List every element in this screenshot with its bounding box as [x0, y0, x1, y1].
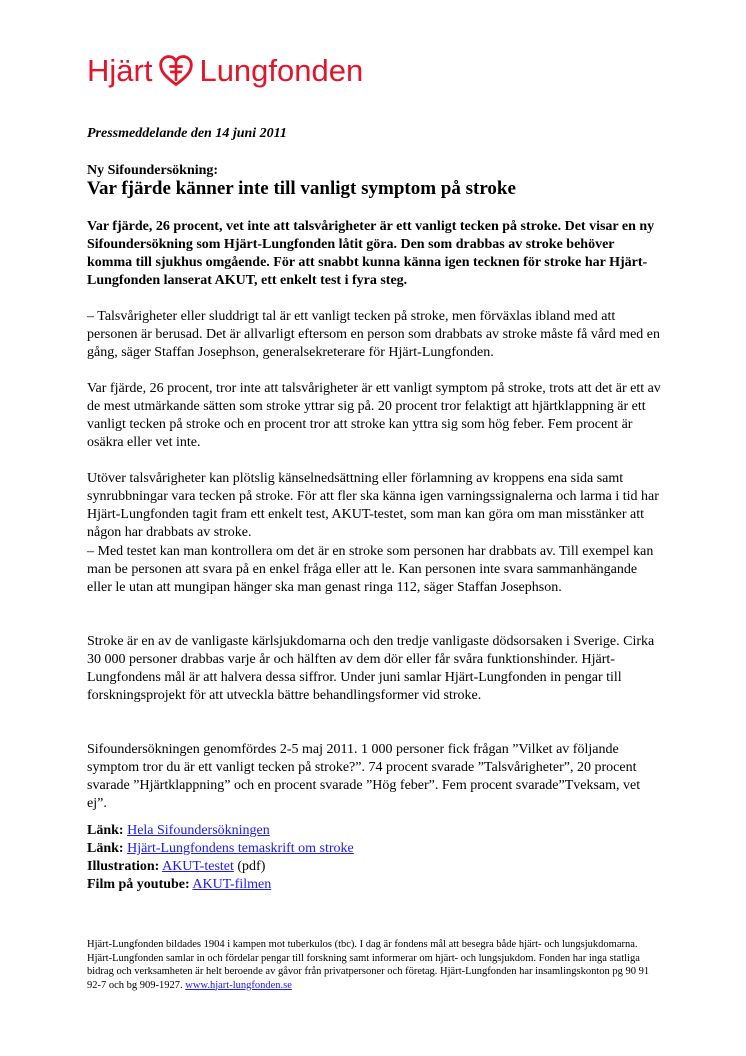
link-row [87, 876, 662, 894]
body-paragraph-4: – Med testet kan man kontrollera om det är en stroke som personen har drabbats av. Till exempel kan man be personen att svara på en enkel fråga eller att le. Kan personen inte svara sammanhängande eller le utan att mungipan hänger ska man genast ringa 112, säger Staffan Josephson. [87, 544, 654, 595]
logo-left-word: Hjärt [87, 53, 153, 88]
link-list [87, 822, 662, 894]
heart-cross-icon [158, 53, 194, 89]
footer [87, 938, 662, 992]
survey-link[interactable]: Hela Sifoundersökningen [127, 823, 270, 838]
website-link[interactable]: www.hjart-lungfonden.se [185, 979, 292, 991]
stroke-brochure-link[interactable]: Hjärt-Lungfondens temaskrift om stroke [127, 841, 354, 856]
akut-test-link[interactable]: AKUT-testet [162, 859, 234, 874]
link-label: Illustration: [87, 859, 160, 874]
brand-logo [87, 50, 363, 92]
link-row [87, 858, 662, 876]
footer-text: Hjärt-Lungfonden bildades 1904 i kampen mot tuberkulos (tbc). I dag är fondens mål att besegra både hjärt- och lungsjukdomarna. Hjärt-Lungfonden samlar in och fördelar pengar till forskning samt informerar om hjärt- och lungsjukdom. Fonden har inga statliga bidrag och verksamheten är helt beroende av gåvor från privatpersoner och företag. Hjärt-Lungfonden har insamlingskonton pg 90 91 92-7 och bg 909-1927. [87, 939, 650, 991]
link-row [87, 822, 662, 840]
body-paragraph-2: Var fjärde, 26 procent, tror inte att talsvårigheter är ett vanligt symptom på stroke, trots att det är ett av de mest utmärkande sätten som stroke yttrar sig på. 20 procent tror felaktigt att hjärtklappning är ett vanligt tecken på stroke och en procent tror att stroke kan yttra sig som hög feber. Fem procent är osäkra eller vet inte. [87, 381, 661, 450]
link-label: Film på youtube: [87, 877, 190, 892]
link-label: Länk: [87, 823, 124, 838]
link-suffix: (pdf) [233, 859, 266, 874]
logo-right-word: Lungfonden [199, 53, 364, 88]
link-row [87, 840, 662, 858]
lead-paragraph: Var fjärde, 26 procent, vet inte att talsvårigheter är ett vanligt tecken på stroke. Det visar en ny Sifoundersökning som Hjärt-Lungfonden låtit göra. Den som drabbas av stroke behöver komma till sjukhus omgående. För att snabbt kunna känna igen tecknen för stroke har Hjärt-Lungfonden lanserat AKUT, ett enkelt test i fyra steg. [87, 219, 655, 288]
body-paragraph-6: Sifoundersökningen genomfördes 2-5 maj 2011. 1 000 personer fick frågan ”Vilket av följande symptom tror du är ett vanligt tecken på stroke?”. 74 procent svarade ”Talsvårigheter”, 20 procent svarade ”Hjärtklappning” och en procent svarade ”Hög feber”. Fem procent svarade”Tveksam, vet ej”. [87, 742, 641, 811]
kicker: Ny Sifoundersökning: [87, 163, 219, 178]
headline: Var fjärde känner inte till vanligt symptom på stroke [87, 178, 516, 199]
link-label: Länk: [87, 841, 124, 856]
body-paragraph-1: – Talsvårigheter eller sluddrigt tal är ett vanligt tecken på stroke, men förväxlas ibland med att personen är berusad. Det är allvarligt eftersom en person som drabbats av stroke måste få vård med en gång, säger Staffan Josephson, generalsekreterare för Hjärt-Lungfonden. [87, 309, 661, 360]
akut-film-link[interactable]: AKUT-filmen [192, 877, 272, 892]
body-paragraph-3: Utöver talsvårigheter kan plötslig känselnedsättning eller förlamning av kroppens ena sida samt synrubbningar vara tecken på stroke. För att fler ska känna igen varningssignalerna och larma i tid har Hjärt-Lungfonden tagit fram ett enkelt test, AKUT-testet, som man kan göra om man misstänker att någon har drabbats av stroke. [87, 471, 659, 540]
body-paragraph-5: Stroke är en av de vanligaste kärlsjukdomarna och den tredje vanligaste dödsorsaken i Sverige. Cirka 30 000 personer drabbas varje år och hälften av dem dör eller får svåra funktionshinder. Hjärt-Lungfondens mål är att halvera dessa siffror. Under juni samlar Hjärt-Lungfonden in pengar till forskningsprojekt för att utveckla bättre behandlingsformer vid stroke. [87, 634, 655, 703]
dateline: Pressmeddelande den 14 juni 2011 [87, 126, 287, 141]
